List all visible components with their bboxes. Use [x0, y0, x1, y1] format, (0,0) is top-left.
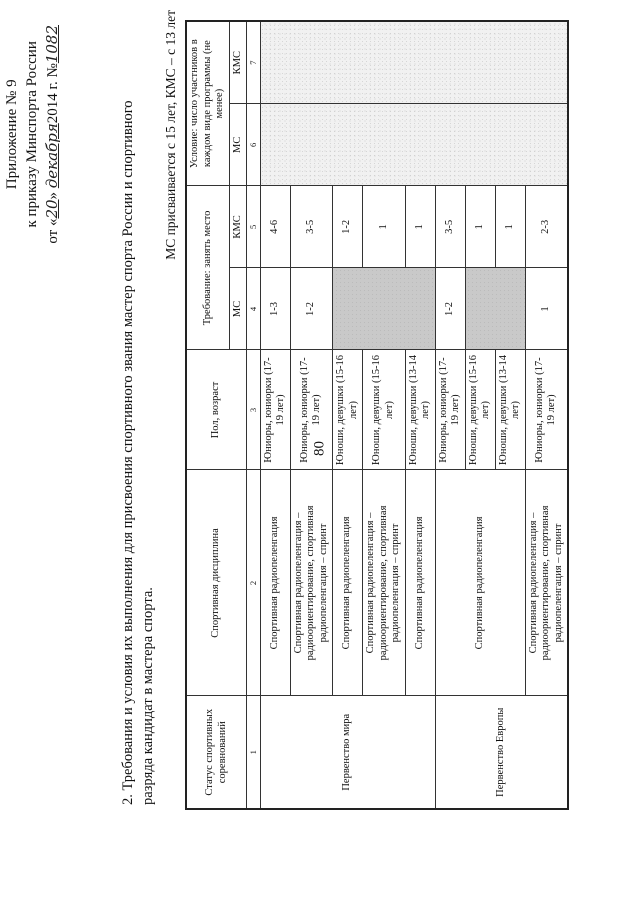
requirements-table — [185, 20, 569, 810]
column-number: 1 — [247, 696, 261, 809]
cell-place-ms: 1-2 — [290, 268, 333, 350]
cell-discipline: Спортивная радиопеленгация — [435, 470, 525, 696]
cell-discipline: Спортивная радиопеленгация — [333, 470, 363, 696]
column-number: 3 — [247, 350, 261, 470]
table-row — [260, 21, 290, 809]
header-cond-ms: МС — [229, 104, 247, 186]
cell-condition-kms — [260, 21, 568, 104]
cell-place-kms: 1 — [495, 186, 525, 268]
column-number: 2 — [247, 470, 261, 696]
cell-sex-age: Юноши, девушки (13-14 лет) — [495, 350, 525, 470]
cell-place-ms: 1 — [525, 268, 568, 350]
cell-place-kms: 1-2 — [333, 186, 363, 268]
header-sex-age: Пол, возраст — [186, 350, 247, 470]
cell-condition-ms — [260, 104, 568, 186]
status-europe: Первенство Европы — [435, 696, 568, 809]
cell-sex-age: Юноши, девушки (15-16 лет) — [333, 350, 363, 470]
status-world: Первенство мира — [260, 696, 435, 809]
table-header-row — [186, 21, 229, 809]
cell-place-ms-shaded — [465, 268, 525, 350]
cell-discipline: Спортивная радиопеленгация — [405, 470, 435, 696]
column-numbers-row — [247, 21, 261, 809]
header-discipline: Спортивная дисциплина — [186, 470, 247, 696]
handwritten-number: 1082 — [43, 25, 61, 64]
header-place-ms: МС — [229, 268, 247, 350]
column-number: 5 — [247, 186, 261, 268]
header-place-kms: КМС — [229, 186, 247, 268]
appendix-title: Приложение № 9 — [4, 79, 20, 190]
cell-discipline: Спортивная радиопеленгация – радиоориентирование, спортивная радиопеленгация – спринт — [363, 470, 406, 696]
cell-sex-age: Юниоры, юниорки (17-19 лет) — [525, 350, 568, 470]
cell-sex-age: Юноши, девушки (13-14 лет) — [405, 350, 435, 470]
header-cond-kms: КМС — [229, 21, 247, 104]
cell-place-kms: 3-5 — [435, 186, 465, 268]
cell-sex-age: Юноши, девушки (15-16 лет) — [363, 350, 406, 470]
page-number: 80 — [311, 441, 328, 456]
appendix-date-line: от «20» декабря2014 г. №1082 — [43, 25, 61, 244]
cell-discipline: Спортивная радиопеленгация – радиоориентирование, спортивная радиопеленгация – спринт — [290, 470, 333, 696]
cell-place-ms-shaded — [333, 268, 436, 350]
cell-discipline: Спортивная радиопеленгация – радиоориентирование, спортивная радиопеленгация – спринт — [525, 470, 568, 696]
cell-place-kms: 4-6 — [260, 186, 290, 268]
header-condition: Условие: число участников в каждом виде программы (не менее) — [186, 21, 229, 186]
cell-sex-age: Юниоры, юниорки (17-19 лет) — [260, 350, 290, 470]
section-title: 2. Требования и условия их выполнения для присвоения спортивного звания мастер спорта России и спортивного разряда кандидат в мастера спорта. — [120, 100, 156, 805]
ms-age-note: МС присваивается с 15 лет, КМС – с 13 лет — [163, 10, 178, 260]
header-place: Требование: занять место — [186, 186, 229, 350]
cell-place-ms: 1-2 — [435, 268, 465, 350]
cell-place-kms: 2-3 — [525, 186, 568, 268]
column-number: 7 — [247, 21, 261, 104]
cell-sex-age: Юноши, девушки (15-16 лет) — [465, 350, 495, 470]
cell-place-kms: 1 — [405, 186, 435, 268]
appendix-header — [2, 25, 63, 244]
cell-place-kms: 3-5 — [290, 186, 333, 268]
header-status: Статус спортивных соревнований — [186, 696, 247, 809]
cell-place-ms: 1-3 — [260, 268, 290, 350]
column-number: 4 — [247, 268, 261, 350]
handwritten-month: декабря — [43, 123, 61, 189]
cell-discipline: Спортивная радиопеленгация — [260, 470, 290, 696]
cell-place-kms: 1 — [465, 186, 495, 268]
column-number: 6 — [247, 104, 261, 186]
cell-sex-age: Юниоры, юниорки (17-19 лет) — [435, 350, 465, 470]
cell-sex-age: Юниоры, юниорки (17-19 лет) — [290, 350, 333, 470]
handwritten-day: 20 — [43, 199, 61, 219]
cell-place-kms: 1 — [363, 186, 406, 268]
appendix-order-ref: к приказу Минспорта России — [24, 41, 40, 228]
